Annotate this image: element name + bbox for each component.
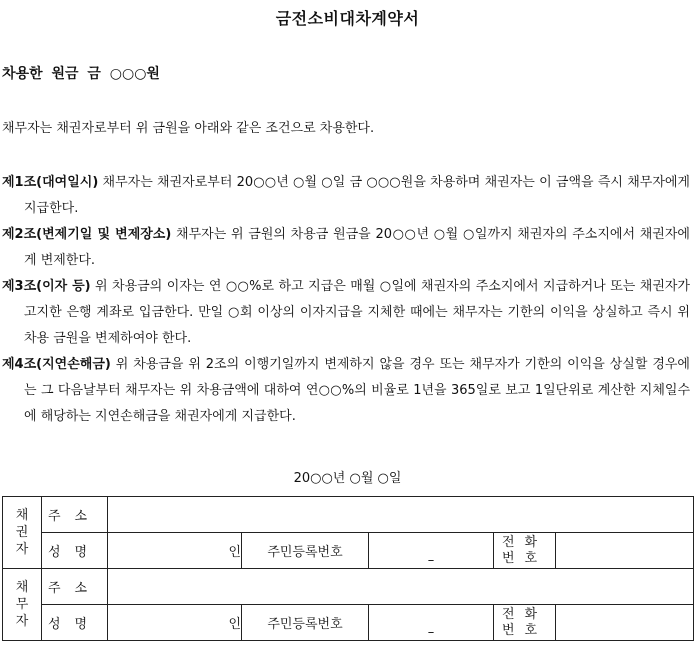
article-2-body: 채무자는 위 금원의 차용금 원금을 20○○년 ○월 ○일까지 채권자의 주소지에서 채권자에게 변제한다. bbox=[24, 227, 690, 268]
article-3-title: (이자 등) bbox=[36, 279, 91, 294]
article-2-number: 제2조 bbox=[2, 227, 37, 242]
article-4-title: (지연손해금) bbox=[36, 357, 111, 372]
phone-label-line-1: 전화 bbox=[501, 606, 548, 622]
creditor-reg-field[interactable]: – bbox=[369, 533, 494, 569]
article-3-body: 위 차용금의 이자는 연 ○○%로 하고 지급은 매월 ○일에 채권자의 주소지에서 지급하거나 또는 채권자가 고지한 은행 계좌로 입금한다. 만일 ○회 이상의 이자지급을 지체한 때에는 채무자는 기한의 이익을 상실하고 즉시 위 차용 금원을 변제하여야 한다. bbox=[24, 279, 690, 346]
creditor-name-label: 성명 bbox=[42, 533, 108, 569]
debtor-name-row bbox=[3, 605, 694, 641]
creditor-name-row bbox=[3, 533, 694, 569]
debtor-label bbox=[3, 569, 42, 641]
article-4 bbox=[2, 352, 690, 430]
debtor-name-seal[interactable]: 인 bbox=[108, 605, 242, 641]
creditor-address-label: 주소 bbox=[42, 497, 108, 533]
debtor-reg-field[interactable]: – bbox=[369, 605, 494, 641]
debtor-phone-label bbox=[494, 605, 556, 641]
phone-label-line-2: 번호 bbox=[501, 550, 548, 566]
creditor-name-seal[interactable]: 인 bbox=[108, 533, 242, 569]
article-1-body: 채무자는 채권자로부터 20○○년 ○월 ○일 금 ○○○원을 차용하며 채권자는 이 금액을 즉시 채무자에게 지급한다. bbox=[24, 175, 690, 216]
document-title: 금전소비대차계약서 bbox=[275, 9, 420, 28]
creditor-char-2: 권 bbox=[15, 525, 29, 540]
creditor-address-row bbox=[3, 497, 694, 533]
debtor-address-row bbox=[3, 569, 694, 605]
creditor-address-field[interactable] bbox=[108, 497, 694, 533]
articles-section bbox=[2, 170, 690, 430]
article-2-title: (변제기일 및 변제장소) bbox=[36, 227, 172, 242]
debtor-address-label: 주소 bbox=[42, 569, 108, 605]
article-1-text bbox=[2, 170, 690, 222]
article-4-body: 위 차용금을 위 2조의 이행기일까지 변제하지 않을 경우 또는 채무자가 기한의 이익을 상실할 경우에는 그 다음날부터 채무자는 위 차용금액에 대하여 연○○%의 비율로 1년을 365일로 보고 1일단위로 계산한 지체일수에 해당하는 지연손해금을 채권자에게 지급한다. bbox=[24, 357, 690, 424]
article-1-title: (대여일시) bbox=[36, 175, 99, 190]
article-3 bbox=[2, 274, 690, 352]
principal-amount: 차용한 원금 금 ○○○원 bbox=[2, 66, 160, 82]
creditor-phone-field[interactable] bbox=[556, 533, 694, 569]
creditor-char-3: 자 bbox=[15, 542, 29, 557]
contract-date: 20○○년 ○월 ○일 bbox=[293, 471, 402, 486]
article-3-number: 제3조 bbox=[2, 279, 37, 294]
debtor-reg-label: 주민등록번호 bbox=[242, 605, 369, 641]
phone-label-line-2: 번호 bbox=[501, 622, 548, 638]
debtor-name-label: 성명 bbox=[42, 605, 108, 641]
parties-table bbox=[2, 496, 694, 641]
article-4-number: 제4조 bbox=[2, 357, 37, 372]
article-1 bbox=[2, 170, 690, 222]
debtor-char-3: 자 bbox=[15, 614, 29, 629]
phone-label-line-1: 전화 bbox=[501, 534, 548, 550]
debtor-char-2: 무 bbox=[15, 597, 29, 612]
creditor-phone-label bbox=[494, 533, 556, 569]
intro-text: 채무자는 채권자로부터 위 금원을 아래와 같은 조건으로 차용한다. bbox=[2, 121, 375, 136]
article-2 bbox=[2, 222, 690, 274]
article-1-number: 제1조 bbox=[2, 175, 37, 190]
article-3-text bbox=[2, 274, 690, 352]
debtor-phone-field[interactable] bbox=[556, 605, 694, 641]
debtor-char-1: 채 bbox=[15, 580, 29, 595]
article-4-text bbox=[2, 352, 690, 430]
creditor-char-1: 채 bbox=[15, 508, 29, 523]
creditor-reg-label: 주민등록번호 bbox=[242, 533, 369, 569]
article-2-text bbox=[2, 222, 690, 274]
creditor-label bbox=[3, 497, 42, 569]
debtor-address-field[interactable] bbox=[108, 569, 694, 605]
